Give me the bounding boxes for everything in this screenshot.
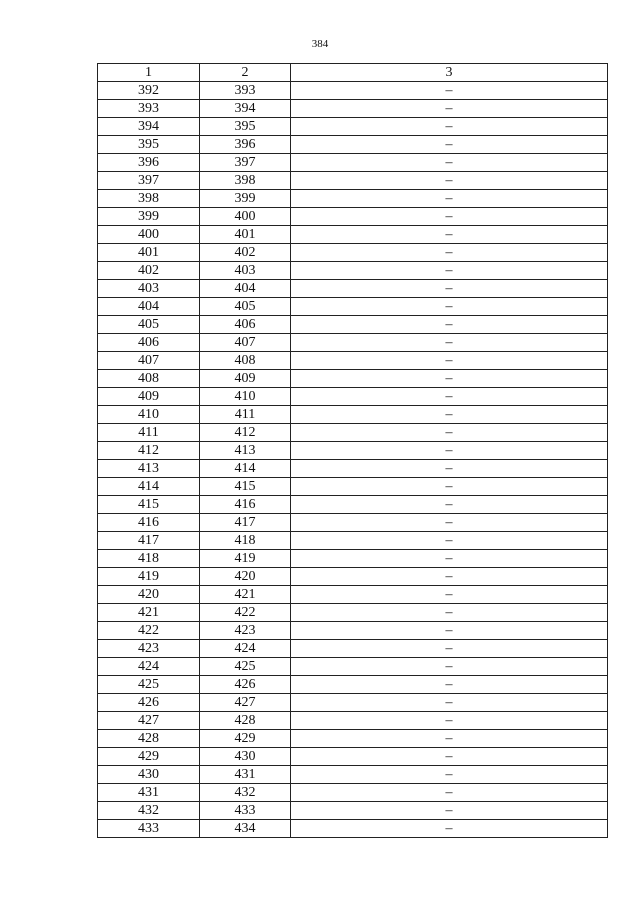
table-cell-col-3: – [291,208,608,226]
table-cell-col-2: 399 [200,190,291,208]
table-cell-col-1: 412 [98,442,200,460]
table-cell-col-1: 393 [98,100,200,118]
table-cell-col-3: – [291,478,608,496]
table-row [98,802,608,820]
table-cell-col-2: 423 [200,622,291,640]
table-cell-col-3: – [291,136,608,154]
table-row [98,208,608,226]
table-cell-col-3: – [291,640,608,658]
table-cell-col-3: – [291,352,608,370]
table-row [98,640,608,658]
table-cell-col-1: 399 [98,208,200,226]
table-row [98,424,608,442]
table-cell-col-2: 420 [200,568,291,586]
table-row [98,262,608,280]
table-cell-col-3: – [291,586,608,604]
table-cell-col-3: – [291,298,608,316]
table-cell-col-1: 421 [98,604,200,622]
table-cell-col-1: 410 [98,406,200,424]
table-row [98,460,608,478]
table-cell-col-1: 417 [98,532,200,550]
table-cell-col-3: – [291,496,608,514]
table-cell-col-1: 407 [98,352,200,370]
table-row [98,586,608,604]
table-row [98,694,608,712]
table-row [98,820,608,838]
table-cell-col-1: 425 [98,676,200,694]
table-cell-col-1: 416 [98,514,200,532]
table-cell-col-2: 428 [200,712,291,730]
table-cell-col-3: – [291,514,608,532]
table-cell-col-2: 414 [200,460,291,478]
table-cell-col-3: – [291,118,608,136]
table-cell-col-2: 395 [200,118,291,136]
table-cell-col-1: 392 [98,82,200,100]
table-cell-col-2: 418 [200,532,291,550]
table-cell-col-2: 410 [200,388,291,406]
table-header [98,64,608,82]
column-header-1: 1 [98,64,200,82]
table-cell-col-2: 422 [200,604,291,622]
table-cell-col-3: – [291,676,608,694]
table-cell-col-3: – [291,262,608,280]
column-header-3: 3 [291,64,608,82]
table-row [98,514,608,532]
table-cell-col-3: – [291,280,608,298]
table-cell-col-3: – [291,226,608,244]
table-cell-col-2: 402 [200,244,291,262]
table-cell-col-1: 408 [98,370,200,388]
table-cell-col-2: 413 [200,442,291,460]
table-cell-col-2: 425 [200,658,291,676]
table-cell-col-1: 431 [98,784,200,802]
table-cell-col-1: 409 [98,388,200,406]
table-cell-col-2: 394 [200,100,291,118]
table-cell-col-2: 434 [200,820,291,838]
table-row [98,676,608,694]
table-row [98,532,608,550]
table-cell-col-2: 431 [200,766,291,784]
table-row [98,118,608,136]
table-cell-col-1: 428 [98,730,200,748]
table-cell-col-1: 420 [98,586,200,604]
table-cell-col-1: 413 [98,460,200,478]
table-row [98,784,608,802]
table-cell-col-1: 404 [98,298,200,316]
table-cell-col-3: – [291,316,608,334]
table-cell-col-3: – [291,82,608,100]
table-cell-col-1: 395 [98,136,200,154]
table-cell-col-1: 396 [98,154,200,172]
table-row [98,406,608,424]
table-cell-col-3: – [291,568,608,586]
table-cell-col-3: – [291,784,608,802]
table-body [98,82,608,838]
table-cell-col-2: 424 [200,640,291,658]
table-cell-col-2: 411 [200,406,291,424]
table-cell-col-2: 415 [200,478,291,496]
table-row [98,352,608,370]
table-row [98,100,608,118]
table-row [98,190,608,208]
table-cell-col-3: – [291,244,608,262]
table-row [98,388,608,406]
table-cell-col-3: – [291,334,608,352]
table-cell-col-2: 407 [200,334,291,352]
table-cell-col-1: 405 [98,316,200,334]
table-cell-col-3: – [291,406,608,424]
table-row [98,244,608,262]
table-cell-col-1: 397 [98,172,200,190]
table-cell-col-2: 397 [200,154,291,172]
table-cell-col-2: 404 [200,280,291,298]
table-cell-col-1: 414 [98,478,200,496]
table-cell-col-2: 432 [200,784,291,802]
table-row [98,604,608,622]
table-cell-col-3: – [291,190,608,208]
table-cell-col-3: – [291,532,608,550]
table-cell-col-1: 430 [98,766,200,784]
table-cell-col-1: 432 [98,802,200,820]
table-row [98,82,608,100]
table-row [98,334,608,352]
table-cell-col-3: – [291,622,608,640]
table-cell-col-3: – [291,766,608,784]
table-cell-col-3: – [291,442,608,460]
table-cell-col-2: 433 [200,802,291,820]
table-cell-col-2: 419 [200,550,291,568]
table-cell-col-2: 400 [200,208,291,226]
table-cell-col-1: 402 [98,262,200,280]
table-cell-col-3: – [291,730,608,748]
table-row [98,568,608,586]
table-cell-col-2: 430 [200,748,291,766]
table-cell-col-1: 424 [98,658,200,676]
table-cell-col-1: 394 [98,118,200,136]
table-row [98,136,608,154]
table-cell-col-2: 416 [200,496,291,514]
table-row [98,748,608,766]
table-row [98,712,608,730]
table-cell-col-1: 423 [98,640,200,658]
table-cell-col-2: 406 [200,316,291,334]
table-cell-col-1: 418 [98,550,200,568]
header-row [98,64,608,82]
table-cell-col-2: 401 [200,226,291,244]
table-cell-col-1: 398 [98,190,200,208]
table-row [98,370,608,388]
table-row [98,298,608,316]
table-cell-col-3: – [291,802,608,820]
table-cell-col-3: – [291,460,608,478]
table-cell-col-3: – [291,388,608,406]
table-cell-col-1: 400 [98,226,200,244]
table-row [98,478,608,496]
table-cell-col-2: 426 [200,676,291,694]
table-cell-col-1: 401 [98,244,200,262]
table-cell-col-1: 427 [98,712,200,730]
table-row [98,766,608,784]
table-row [98,280,608,298]
table-cell-col-1: 429 [98,748,200,766]
table-cell-col-1: 419 [98,568,200,586]
table-row [98,226,608,244]
table-row [98,550,608,568]
table-cell-col-3: – [291,154,608,172]
table-cell-col-3: – [291,604,608,622]
data-table [97,63,608,838]
table-row [98,442,608,460]
table-row [98,622,608,640]
table-cell-col-1: 422 [98,622,200,640]
table-cell-col-2: 427 [200,694,291,712]
table-cell-col-3: – [291,694,608,712]
table-cell-col-3: – [291,424,608,442]
table-cell-col-2: 429 [200,730,291,748]
table-cell-col-2: 405 [200,298,291,316]
table-cell-col-3: – [291,100,608,118]
table-row [98,316,608,334]
table-cell-col-3: – [291,748,608,766]
table-cell-col-2: 417 [200,514,291,532]
table-cell-col-2: 409 [200,370,291,388]
table-cell-col-1: 426 [98,694,200,712]
table-cell-col-2: 408 [200,352,291,370]
table-cell-col-2: 412 [200,424,291,442]
table-cell-col-2: 421 [200,586,291,604]
table-cell-col-1: 403 [98,280,200,298]
table-cell-col-3: – [291,712,608,730]
table-cell-col-2: 403 [200,262,291,280]
table-cell-col-1: 411 [98,424,200,442]
table-cell-col-3: – [291,550,608,568]
table-cell-col-3: – [291,370,608,388]
table-cell-col-3: – [291,172,608,190]
table-row [98,730,608,748]
table-row [98,658,608,676]
page-number: 384 [311,38,329,50]
table-cell-col-1: 406 [98,334,200,352]
table-cell-col-1: 433 [98,820,200,838]
table-row [98,154,608,172]
table-cell-col-2: 393 [200,82,291,100]
table-row [98,496,608,514]
table-cell-col-2: 396 [200,136,291,154]
table-cell-col-1: 415 [98,496,200,514]
column-header-2: 2 [200,64,291,82]
table-cell-col-3: – [291,658,608,676]
table-cell-col-2: 398 [200,172,291,190]
table-cell-col-3: – [291,820,608,838]
table-row [98,172,608,190]
